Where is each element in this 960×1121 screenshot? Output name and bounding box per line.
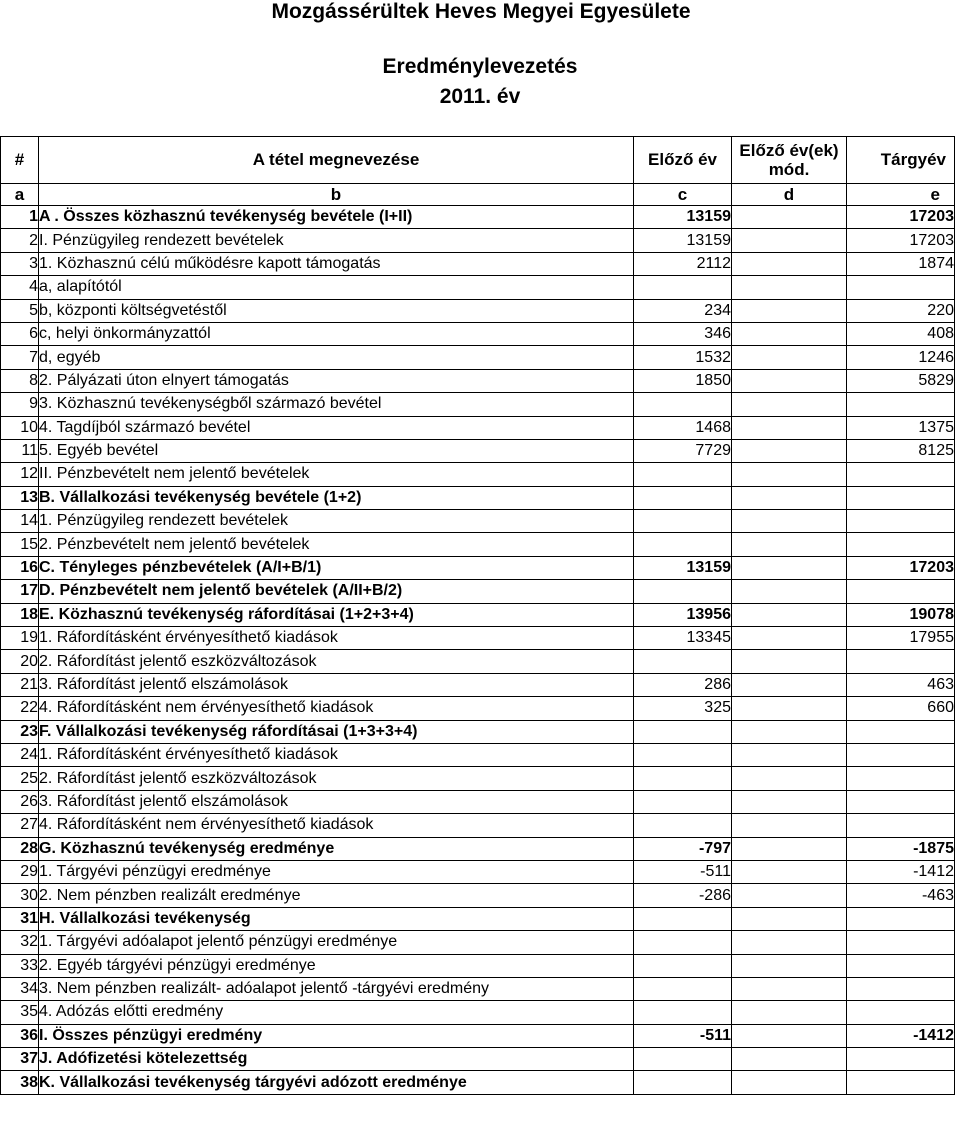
row-modification-value <box>732 276 847 299</box>
row-previous-year-value <box>634 1071 732 1094</box>
row-modification-value <box>732 907 847 930</box>
row-modification-value <box>732 673 847 696</box>
row-previous-year-value: 13159 <box>634 229 732 252</box>
table-row <box>1 229 955 252</box>
row-label: 1. Tárgyévi adóalapot jelentő pénzügyi eredménye <box>39 931 634 954</box>
row-number: 31 <box>1 907 39 930</box>
row-label: E. Közhasznú tevékenység ráfordításai (1+2+3+4) <box>39 603 634 626</box>
row-label: 1. Pénzügyileg rendezett bevételek <box>39 510 634 533</box>
row-label: 2. Egyéb tárgyévi pénzügyi eredménye <box>39 954 634 977</box>
row-modification-value <box>732 884 847 907</box>
row-number: 2 <box>1 229 39 252</box>
row-number: 33 <box>1 954 39 977</box>
row-previous-year-value: 2112 <box>634 252 732 275</box>
row-label: 2. Ráfordítást jelentő eszközváltozások <box>39 650 634 673</box>
row-current-year-value <box>847 510 955 533</box>
row-previous-year-value <box>634 533 732 556</box>
row-current-year-value <box>847 463 955 486</box>
row-modification-value <box>732 229 847 252</box>
table-row <box>1 767 955 790</box>
row-label: 3. Ráfordítást jelentő elszámolások <box>39 790 634 813</box>
table-row <box>1 650 955 673</box>
row-previous-year-value <box>634 580 732 603</box>
row-previous-year-value: -286 <box>634 884 732 907</box>
row-number: 5 <box>1 299 39 322</box>
row-modification-value <box>732 1071 847 1094</box>
row-modification-value <box>732 1048 847 1071</box>
row-number: 4 <box>1 276 39 299</box>
row-previous-year-value: 7729 <box>634 439 732 462</box>
row-label: 1. Ráfordításként érvényesíthető kiadások <box>39 627 634 650</box>
row-label: c, helyi önkormányzattól <box>39 322 634 345</box>
row-number: 29 <box>1 860 39 883</box>
row-previous-year-value: 13345 <box>634 627 732 650</box>
table-row <box>1 206 955 229</box>
table-row <box>1 977 955 1000</box>
row-previous-year-value <box>634 954 732 977</box>
row-current-year-value <box>847 393 955 416</box>
row-current-year-value: 8125 <box>847 439 955 462</box>
table-row <box>1 416 955 439</box>
table-row <box>1 463 955 486</box>
row-modification-value <box>732 439 847 462</box>
row-label: I. Összes pénzügyi eredmény <box>39 1024 634 1047</box>
row-current-year-value: 5829 <box>847 369 955 392</box>
row-current-year-value <box>847 1001 955 1024</box>
row-modification-value <box>732 299 847 322</box>
row-label: D. Pénzbevételt nem jelentő bevételek (A/II+B/2) <box>39 580 634 603</box>
table-row <box>1 1024 955 1047</box>
organization-title: Mozgássérültek Heves Megyei Egyesülete <box>271 0 691 23</box>
row-current-year-value <box>847 1071 955 1094</box>
row-number: 20 <box>1 650 39 673</box>
row-current-year-value <box>847 907 955 930</box>
table-row <box>1 1048 955 1071</box>
table-row <box>1 790 955 813</box>
row-label: 4. Ráfordításként nem érvényesíthető kiadások <box>39 697 634 720</box>
row-previous-year-value <box>634 931 732 954</box>
table-row <box>1 393 955 416</box>
row-modification-value <box>732 393 847 416</box>
row-previous-year-value <box>634 463 732 486</box>
row-label: 4. Adózás előtti eredmény <box>39 1001 634 1024</box>
row-number: 26 <box>1 790 39 813</box>
row-current-year-value <box>847 790 955 813</box>
row-current-year-value <box>847 814 955 837</box>
row-previous-year-value <box>634 276 732 299</box>
row-label: a, alapítótól <box>39 276 634 299</box>
row-label: 5. Egyéb bevétel <box>39 439 634 462</box>
row-number: 19 <box>1 627 39 650</box>
row-number: 8 <box>1 369 39 392</box>
row-current-year-value <box>847 1048 955 1071</box>
row-number: 30 <box>1 884 39 907</box>
row-label: G. Közhasznú tevékenység eredménye <box>39 837 634 860</box>
row-previous-year-value <box>634 814 732 837</box>
row-label: 3. Közhasznú tevékenységből származó bevétel <box>39 393 634 416</box>
table-row <box>1 931 955 954</box>
row-current-year-value <box>847 533 955 556</box>
row-modification-value <box>732 463 847 486</box>
row-number: 14 <box>1 510 39 533</box>
table-row <box>1 1001 955 1024</box>
header-current-year: Tárgyév <box>847 137 955 184</box>
row-number: 9 <box>1 393 39 416</box>
table-row <box>1 837 955 860</box>
table-row <box>1 627 955 650</box>
row-modification-value <box>732 1001 847 1024</box>
row-label: 3. Nem pénzben realizált- adóalapot jelentő -tárgyévi eredmény <box>39 977 634 1000</box>
column-letter-a: a <box>1 184 39 206</box>
row-label: 2. Nem pénzben realizált eredménye <box>39 884 634 907</box>
table-row <box>1 346 955 369</box>
row-current-year-value: 408 <box>847 322 955 345</box>
year-title: 2011. év <box>439 85 521 108</box>
row-modification-value <box>732 346 847 369</box>
row-modification-value <box>732 790 847 813</box>
row-previous-year-value: 325 <box>634 697 732 720</box>
table-row <box>1 697 955 720</box>
row-current-year-value <box>847 977 955 1000</box>
row-current-year-value <box>847 580 955 603</box>
row-number: 22 <box>1 697 39 720</box>
row-label: 2. Pályázati úton elnyert támogatás <box>39 369 634 392</box>
row-current-year-value: 17955 <box>847 627 955 650</box>
row-current-year-value <box>847 720 955 743</box>
row-number: 28 <box>1 837 39 860</box>
header-number: # <box>1 137 39 184</box>
row-modification-value <box>732 837 847 860</box>
column-letter-row <box>1 184 955 206</box>
row-previous-year-value: 346 <box>634 322 732 345</box>
row-modification-value <box>732 954 847 977</box>
row-number: 16 <box>1 556 39 579</box>
table-row <box>1 673 955 696</box>
row-label: 1. Ráfordításként érvényesíthető kiadások <box>39 743 634 766</box>
row-current-year-value: -463 <box>847 884 955 907</box>
row-number: 37 <box>1 1048 39 1071</box>
row-label: b, központi költségvetéstől <box>39 299 634 322</box>
row-label: d, egyéb <box>39 346 634 369</box>
row-previous-year-value <box>634 1048 732 1071</box>
row-label: F. Vállalkozási tevékenység ráfordításai (1+3+3+4) <box>39 720 634 743</box>
column-letter-d: d <box>732 184 847 206</box>
table-row <box>1 322 955 345</box>
row-label: 1. Közhasznú célú működésre kapott támogatás <box>39 252 634 275</box>
table-row <box>1 299 955 322</box>
row-modification-value <box>732 486 847 509</box>
row-previous-year-value: -511 <box>634 860 732 883</box>
row-previous-year-value <box>634 907 732 930</box>
row-label: K. Vállalkozási tevékenység tárgyévi adózott eredménye <box>39 1071 634 1094</box>
row-modification-value <box>732 767 847 790</box>
row-modification-value <box>732 931 847 954</box>
row-modification-value <box>732 720 847 743</box>
row-previous-year-value: 13159 <box>634 556 732 579</box>
row-previous-year-value <box>634 767 732 790</box>
row-number: 24 <box>1 743 39 766</box>
row-modification-value <box>732 416 847 439</box>
row-modification-value <box>732 580 847 603</box>
table-row <box>1 369 955 392</box>
row-previous-year-value <box>634 1001 732 1024</box>
row-number: 17 <box>1 580 39 603</box>
row-label: H. Vállalkozási tevékenység <box>39 907 634 930</box>
row-label: 3. Ráfordítást jelentő elszámolások <box>39 673 634 696</box>
row-label: 2. Pénzbevételt nem jelentő bevételek <box>39 533 634 556</box>
row-current-year-value: 220 <box>847 299 955 322</box>
table-row <box>1 884 955 907</box>
row-number: 23 <box>1 720 39 743</box>
row-current-year-value: 463 <box>847 673 955 696</box>
row-current-year-value: 17203 <box>847 556 955 579</box>
row-current-year-value <box>847 931 955 954</box>
row-modification-value <box>732 369 847 392</box>
row-modification-value <box>732 533 847 556</box>
row-number: 13 <box>1 486 39 509</box>
row-modification-value <box>732 556 847 579</box>
row-current-year-value <box>847 767 955 790</box>
row-label: 4. Ráfordításként nem érvényesíthető kiadások <box>39 814 634 837</box>
row-current-year-value: -1412 <box>847 1024 955 1047</box>
row-current-year-value: 19078 <box>847 603 955 626</box>
row-previous-year-value: 1532 <box>634 346 732 369</box>
row-previous-year-value: -511 <box>634 1024 732 1047</box>
row-number: 18 <box>1 603 39 626</box>
row-number: 11 <box>1 439 39 462</box>
header-modification-line1: Előző év(ek) <box>739 141 839 160</box>
row-number: 3 <box>1 252 39 275</box>
row-label: 1. Tárgyévi pénzügyi eredménye <box>39 860 634 883</box>
row-modification-value <box>732 860 847 883</box>
table-row <box>1 907 955 930</box>
header-previous-year: Előző év <box>634 137 732 184</box>
row-modification-value <box>732 322 847 345</box>
row-label: II. Pénzbevételt nem jelentő bevételek <box>39 463 634 486</box>
row-previous-year-value <box>634 977 732 1000</box>
column-letter-c: c <box>634 184 732 206</box>
table-row <box>1 603 955 626</box>
row-current-year-value: 17203 <box>847 229 955 252</box>
row-number: 25 <box>1 767 39 790</box>
row-current-year-value: -1412 <box>847 860 955 883</box>
table-row <box>1 556 955 579</box>
table-row <box>1 510 955 533</box>
row-label: I. Pénzügyileg rendezett bevételek <box>39 229 634 252</box>
row-modification-value <box>732 650 847 673</box>
row-current-year-value: 1246 <box>847 346 955 369</box>
row-modification-value <box>732 252 847 275</box>
income-statement-table <box>0 136 955 1095</box>
row-current-year-value: 660 <box>847 697 955 720</box>
table-row <box>1 1071 955 1094</box>
row-modification-value <box>732 206 847 229</box>
row-modification-value <box>732 814 847 837</box>
row-previous-year-value: 13956 <box>634 603 732 626</box>
row-current-year-value <box>847 954 955 977</box>
header-row <box>1 137 955 184</box>
row-previous-year-value: 13159 <box>634 206 732 229</box>
row-previous-year-value: 1850 <box>634 369 732 392</box>
row-current-year-value: 1375 <box>847 416 955 439</box>
row-number: 27 <box>1 814 39 837</box>
table-row <box>1 743 955 766</box>
row-previous-year-value: 1468 <box>634 416 732 439</box>
header-item-name: A tétel megnevezése <box>39 137 634 184</box>
row-number: 38 <box>1 1071 39 1094</box>
row-number: 35 <box>1 1001 39 1024</box>
row-number: 6 <box>1 322 39 345</box>
table-row <box>1 814 955 837</box>
statement-title: Eredménylevezetés <box>382 55 578 78</box>
table-row <box>1 533 955 556</box>
row-number: 1 <box>1 206 39 229</box>
row-modification-value <box>732 743 847 766</box>
row-current-year-value <box>847 743 955 766</box>
table-row <box>1 954 955 977</box>
row-label: 4. Tagdíjból származó bevétel <box>39 416 634 439</box>
row-previous-year-value <box>634 393 732 416</box>
row-previous-year-value <box>634 743 732 766</box>
row-current-year-value <box>847 650 955 673</box>
row-number: 15 <box>1 533 39 556</box>
row-current-year-value: 1874 <box>847 252 955 275</box>
row-previous-year-value <box>634 510 732 533</box>
row-number: 10 <box>1 416 39 439</box>
row-number: 12 <box>1 463 39 486</box>
row-modification-value <box>732 697 847 720</box>
table-row <box>1 439 955 462</box>
table-row <box>1 276 955 299</box>
row-previous-year-value <box>634 650 732 673</box>
row-previous-year-value: 286 <box>634 673 732 696</box>
row-label: 2. Ráfordítást jelentő eszközváltozások <box>39 767 634 790</box>
table-row <box>1 720 955 743</box>
table-row <box>1 252 955 275</box>
column-letter-e: e <box>847 184 955 206</box>
row-modification-value <box>732 1024 847 1047</box>
row-current-year-value <box>847 486 955 509</box>
row-previous-year-value <box>634 486 732 509</box>
row-current-year-value: 17203 <box>847 206 955 229</box>
row-number: 34 <box>1 977 39 1000</box>
row-number: 32 <box>1 931 39 954</box>
row-label: C. Tényleges pénzbevételek (A/I+B/1) <box>39 556 634 579</box>
table-row <box>1 580 955 603</box>
table-row <box>1 486 955 509</box>
table-row <box>1 860 955 883</box>
header-previous-year-modification <box>732 137 847 184</box>
row-previous-year-value <box>634 790 732 813</box>
row-label: J. Adófizetési kötelezettség <box>39 1048 634 1071</box>
column-letter-b: b <box>39 184 634 206</box>
row-modification-value <box>732 977 847 1000</box>
row-label: B. Vállalkozási tevékenység bevétele (1+2) <box>39 486 634 509</box>
row-modification-value <box>732 510 847 533</box>
row-modification-value <box>732 603 847 626</box>
row-number: 7 <box>1 346 39 369</box>
row-number: 36 <box>1 1024 39 1047</box>
row-current-year-value <box>847 276 955 299</box>
row-previous-year-value: 234 <box>634 299 732 322</box>
row-current-year-value: -1875 <box>847 837 955 860</box>
header-modification-line2: mód. <box>768 160 810 179</box>
row-label: A . Összes közhasznú tevékenység bevétele (I+II) <box>39 206 634 229</box>
row-previous-year-value <box>634 720 732 743</box>
row-number: 21 <box>1 673 39 696</box>
row-modification-value <box>732 627 847 650</box>
row-previous-year-value: -797 <box>634 837 732 860</box>
